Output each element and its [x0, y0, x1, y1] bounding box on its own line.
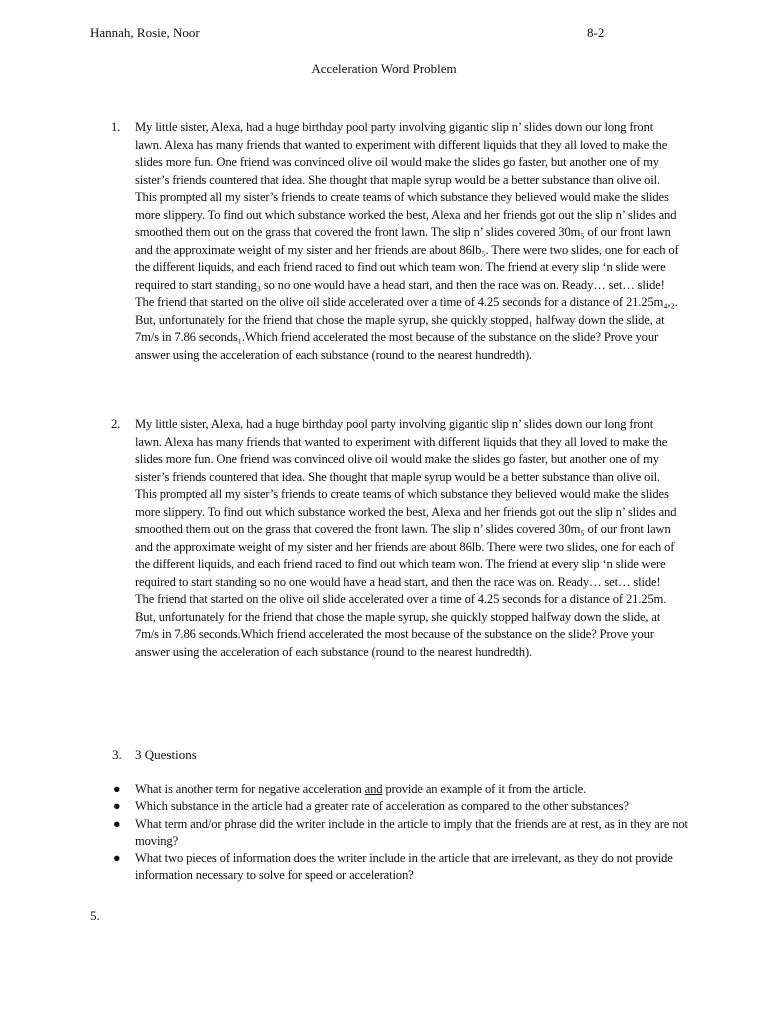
question-4: What two pieces of information does the writer include in the article that are irrelevant, as they do not provide information necessary to solve for speed or acceleration? [135, 851, 673, 883]
problem-2-number: 2. [111, 417, 121, 431]
list-item [112, 850, 692, 885]
document-title: Acceleration Word Problem [311, 61, 457, 76]
questions-list [112, 781, 692, 885]
author-names: Hannah, Rosie, Noor [90, 25, 200, 40]
bullet-icon: ● [113, 799, 121, 814]
question-2: Which substance in the article had a greater rate of acceleration as compared to the other substances? [135, 799, 629, 814]
questions-heading-number: 3. [112, 747, 122, 762]
problem-1-text: My little sister, Alexa, had a huge birthday pool party involving gigantic slip n’ slides down our long front lawn. Alexa has many friends that wanted to experiment with different liquids that they all loved to make the slides more fun. One friend was convinced olive oil would make the slides go faster, but another one of my sister’s friends countered that idea. She thought that maple syrup would be a better substance than olive oil. This prompted all my sister’s friends to create teams of which substance they believed would make the slides more slippery. To find out which substance worked the best, Alexa and her friends got out the slip n’ slides and smoothed them out on the grass that covered the front lawn. The slip n’ slides covered 30m₅ of our front lawn and the approximate weight of my sister and her friends are about 86lb₅. There were two slides, one for each of the different liquids, and each friend raced to find out which team won. The friend at every slip ‘n slide were required to start standing₃ so no one would have a head start, and then the race was on. Ready… set… slide! The friend that started on the olive oil slide accelerated over a time of 4.25 seconds for a distance of 21.25m₄,₂. But, unfortunately for the friend that chose the maple syrup, she quickly stopped₁ halfway down the slide, at 7m/s in 7.86 seconds₁.Which friend accelerated the most because of the substance on the slide? Prove your answer using the acceleration of each substance (round to the nearest hundredth). [135, 120, 679, 362]
question-3: What term and/or phrase did the writer include in the article to imply that the friends are at rest, as in they are not moving? [135, 816, 688, 848]
question-1-end: provide an example of it from the article. [382, 782, 587, 796]
question-1-underlined: and [364, 782, 383, 796]
bullet-icon: ● [113, 816, 121, 831]
bullet-icon: ● [113, 851, 121, 866]
list-item [112, 781, 692, 798]
list-number-5: 5. [90, 908, 100, 923]
problem-2 [111, 416, 680, 661]
question-1-start: What is another term for negative acceleration [135, 782, 365, 796]
bullet-icon: ● [113, 782, 121, 796]
list-item [112, 798, 692, 815]
questions-heading [112, 747, 197, 763]
class-period: 8-2 [587, 25, 605, 40]
problem-1 [111, 119, 680, 364]
problem-1-number: 1. [111, 120, 121, 134]
problem-2-text: My little sister, Alexa, had a huge birthday pool party involving gigantic slip n’ slides down our long front lawn. Alexa has many friends that wanted to experiment with different liquids that they all loved to make the slides more fun. One friend was convinced olive oil would make the slides go faster, but another one of my sister’s friends countered that idea. She thought that maple syrup would be a better substance than olive oil. This prompted all my sister’s friends to create teams of which substance they believed would make the slides more slippery. To find out which substance worked the best, Alexa and her friends got out the slip n’ slides and smoothed them out on the grass that covered the front lawn. The slip n’ slides covered 30m₅ of our front lawn and the approximate weight of my sister and her friends are about 86lb. There were two slides, one for each of the different liquids, and each friend raced to find out which team won. The friend at every slip ‘n slide were required to start standing so no one would have a head start, and then the race was on. Ready… set… slide! The friend that started on the olive oil slide accelerated over a time of 4.25 seconds for a distance of 21.25m. But, unfortunately for the friend that chose the maple syrup, she quickly stopped halfway down the slide, at 7m/s in 7.86 seconds.Which friend accelerated the most because of the substance on the slide? Prove your answer using the acceleration of each substance (round to the nearest hundredth). [135, 417, 677, 659]
questions-heading-label: 3 Questions [135, 747, 197, 762]
list-item [112, 816, 692, 851]
